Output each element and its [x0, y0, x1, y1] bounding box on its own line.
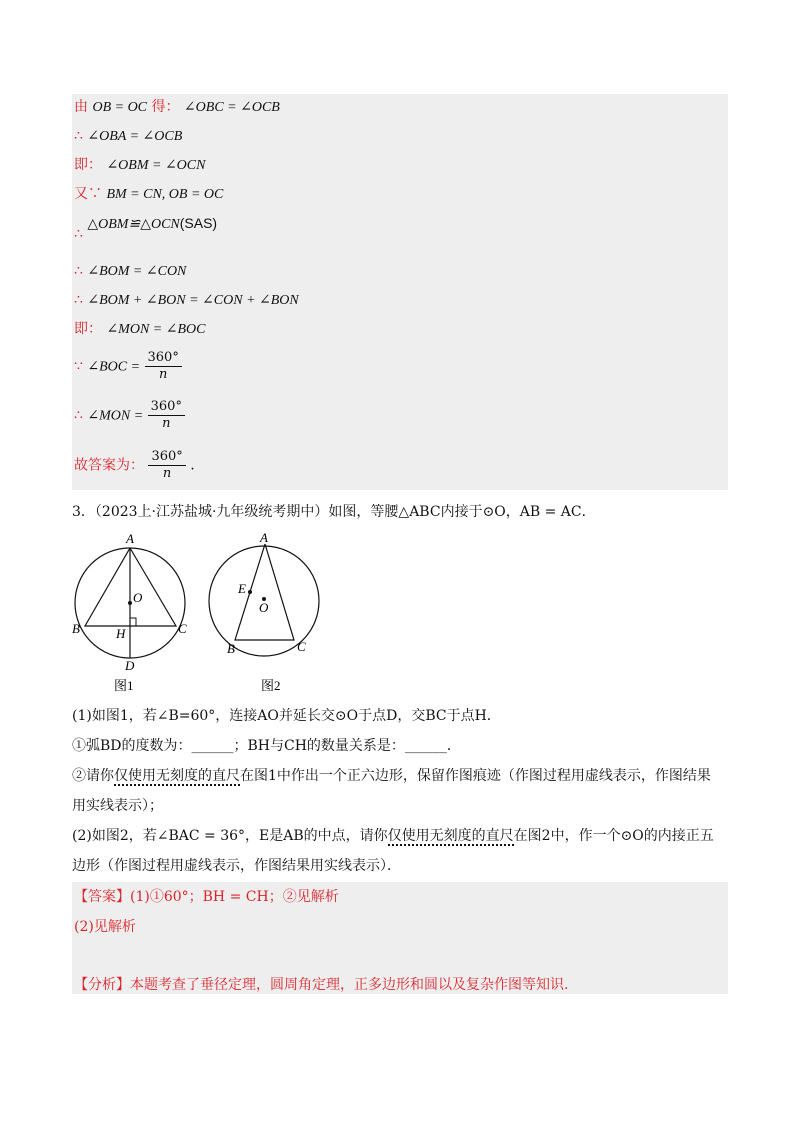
fraction-numerator: 360°	[148, 399, 185, 416]
therefore-symbol: ∴	[74, 226, 83, 242]
question-part-2-cont: 边形（作图过程用虚线表示，作图结果用实线表示）．	[72, 858, 401, 874]
fraction	[148, 449, 185, 482]
solution-line-4	[74, 185, 223, 204]
math-expr: BM = CN, OB = OC	[106, 187, 224, 202]
math-expr: ∠OBC = ∠OCB	[183, 100, 280, 115]
figure-1	[70, 530, 210, 695]
answer-box	[72, 882, 728, 994]
label-b: B	[72, 621, 80, 636]
period: .	[190, 457, 195, 474]
solution-line-5	[74, 214, 218, 242]
figure-2-caption: 图2	[261, 678, 281, 693]
label-c: C	[297, 639, 306, 654]
question-header: 3．（2023上·江苏盐城·九年级统考期中）如图，等腰△ABC内接于⊙O，AB = AC．	[72, 504, 596, 520]
solution-line-7	[74, 291, 299, 310]
question-part-1b	[72, 766, 711, 786]
figure-2	[205, 530, 335, 695]
solution-line-10	[74, 399, 185, 432]
question-part-1: (1)如图1，若∠B=60°，连接AO并延长交⊙O于点D，交BC于点H．	[72, 708, 501, 724]
solution-line-1	[74, 98, 280, 117]
emphasis-text: 仅使用无刻度的直尺	[387, 828, 514, 844]
fraction	[148, 399, 185, 432]
math-expr: ∠MON =	[87, 408, 144, 424]
fraction-denominator: n	[158, 367, 168, 382]
fraction-denominator: n	[162, 466, 172, 481]
fraction-numerator: 360°	[148, 449, 185, 466]
emphasis-text: 仅使用无刻度的直尺	[114, 768, 240, 784]
solution-line-8	[74, 320, 205, 339]
right-angle-mark	[130, 618, 136, 626]
label-c: C	[178, 621, 187, 636]
math-expr: ∠BOM = ∠CON	[87, 264, 187, 279]
text-prefix: 即：	[74, 321, 102, 337]
math-expr: ∠OBM = ∠OCN	[106, 158, 206, 173]
text: (2)如图2，若∠BAC = 36°，E是AB的中点，请你	[72, 828, 388, 844]
answer-tag: 【答案】	[74, 889, 130, 905]
analysis-tag: 【分析】	[74, 977, 130, 993]
math-expr: OB = OC	[92, 100, 148, 115]
fraction-denominator: n	[162, 416, 171, 431]
label-e: E	[238, 581, 246, 596]
center-dot	[128, 601, 132, 605]
therefore-symbol: ∴	[74, 292, 83, 308]
therefore-symbol: ∴	[74, 263, 83, 279]
solution-line-3	[74, 156, 205, 175]
solution-box	[72, 94, 728, 490]
question-part-2	[72, 826, 714, 846]
solution-line-6	[74, 262, 186, 281]
solution-line-11	[74, 449, 195, 482]
congruence-rule: (SAS)	[179, 215, 218, 231]
analysis-line	[74, 976, 568, 994]
text: ②请你	[72, 768, 114, 784]
analysis-text: 本题考查了垂径定理，圆周角定理，正多边形和圆以及复杂作图等知识.	[130, 977, 569, 993]
label-b: B	[227, 641, 235, 656]
text: 在图1中作出一个正六边形，保留作图痕迹（作图过程用虚线表示，作图结果	[240, 768, 711, 784]
question-part-1b-cont: 用实线表示）；	[72, 798, 163, 814]
solution-line-2	[74, 127, 182, 146]
therefore-symbol: ∴	[74, 128, 83, 144]
figure-1-caption: 图1	[114, 678, 134, 693]
label-a: A	[126, 531, 134, 546]
fraction	[145, 350, 182, 383]
label-d: D	[125, 658, 135, 673]
therefore-symbol: ∴	[74, 407, 83, 424]
text-prefix: 由	[74, 99, 88, 115]
label-a: A	[260, 530, 268, 545]
label-o: O	[133, 590, 143, 605]
text-prefix: 即：	[74, 157, 102, 173]
because-symbol: 又∵	[74, 186, 102, 202]
label-h: H	[116, 626, 126, 641]
math-expr: ∠BOC =	[87, 359, 141, 375]
final-answer-label: 故答案为：	[74, 457, 144, 474]
answer-line-1	[74, 888, 339, 906]
math-expr: ∠OBA = ∠OCB	[87, 129, 183, 144]
because-symbol: ∵	[74, 358, 83, 375]
solution-line-9	[74, 350, 182, 383]
question-part-1a: ①弧BD的度数为：______；BH与CH的数量关系是：______．	[72, 738, 461, 754]
text-mid: 得：	[151, 99, 180, 115]
answer-line-2: (2)见解析	[74, 919, 136, 935]
point-e	[248, 590, 252, 594]
math-expr: ∠MON = ∠BOC	[106, 322, 206, 337]
math-expr: △OBM≌△OCN	[87, 217, 180, 232]
label-o: O	[259, 600, 269, 615]
answer-part-1: (1)①60°；BH = CH；②见解析	[130, 889, 339, 905]
math-expr: ∠BOM + ∠BON = ∠CON + ∠BON	[87, 293, 299, 308]
text: 在图2中，作一个⊙O的内接正五	[513, 828, 714, 844]
fraction-numerator: 360°	[145, 350, 182, 367]
